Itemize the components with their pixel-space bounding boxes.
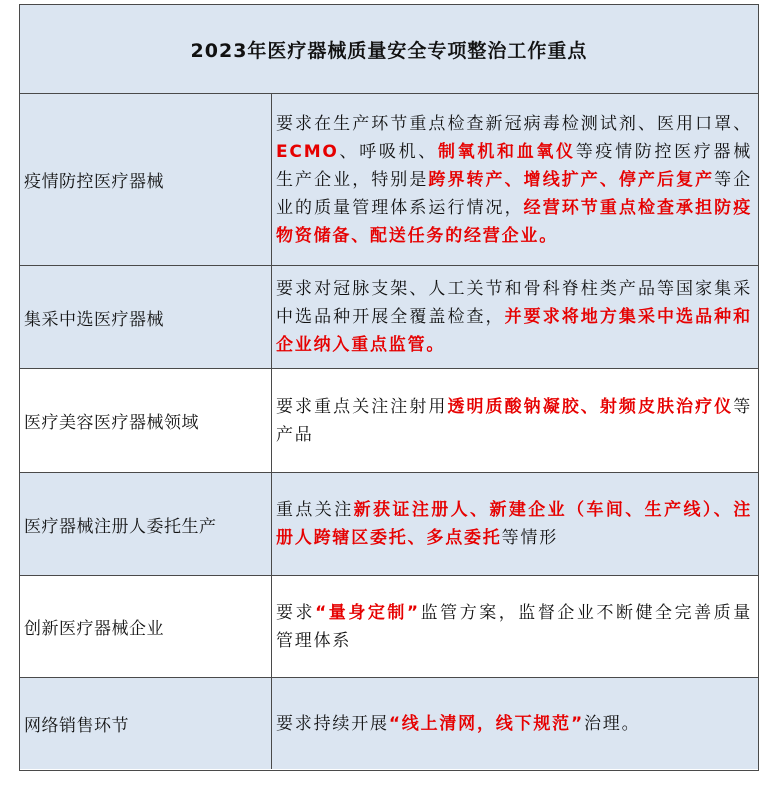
row-category: 创新医疗器械企业 [20, 576, 272, 677]
row-category: 网络销售环节 [20, 678, 272, 769]
description-text: 要求 [276, 602, 316, 623]
row-description [272, 473, 758, 575]
description-text: 重点关注 [276, 500, 354, 520]
description-text: 要求对冠脉支架、人工关节和骨科脊柱类产品等国家集采中选品种开展全覆盖检查， [276, 279, 752, 327]
row-description [272, 94, 758, 265]
description-text: 等疫情防控医疗器械生产企业，特别是 [276, 141, 753, 190]
highlight-text: “量身定制” [315, 602, 420, 623]
highlight-text: 新获证注册人、新建企业（车间、生产线）、注册人跨辖区委托、多点委托 [276, 500, 752, 548]
row-description [272, 266, 758, 368]
row-description [272, 576, 758, 677]
row-category: 疫情防控医疗器械 [20, 94, 272, 265]
highlight-text: 并要求将地方集采中选品种和企业纳入重点监管。 [276, 307, 752, 355]
table-row [20, 678, 758, 769]
highlight-text: “线上清网，线下规范” [388, 713, 584, 734]
description-text: 、呼吸机、 [338, 141, 438, 162]
highlight-text: 经营环节重点检查承担防疫物资储备、配送任务的经营企业。 [276, 197, 752, 246]
row-description [272, 678, 758, 769]
row-category: 集采中选医疗器械 [20, 266, 272, 368]
table-row [20, 473, 758, 576]
priorities-table [19, 4, 759, 771]
row-category: 医疗器械注册人委托生产 [20, 473, 272, 575]
row-description [272, 369, 758, 472]
description-text: 等情形 [501, 528, 559, 548]
table-row [20, 369, 758, 473]
table-row [20, 266, 758, 369]
highlight-text: 制氧机和血氧仪 [437, 141, 576, 162]
description-text: 等产品 [276, 396, 753, 445]
description-text: 要求重点关注注射用 [276, 396, 448, 417]
description-text: 治理。 [583, 713, 641, 734]
table-row [20, 576, 758, 678]
highlight-text: 跨界转产、增线扩产、停产后复产 [428, 169, 715, 190]
description-text: 要求在生产环节重点检查新冠病毒检测试剂、医用口罩、 [276, 113, 752, 134]
table-title: 2023年医疗器械质量安全专项整治工作重点 [20, 5, 758, 94]
description-text: 监管方案，监督企业不断健全完善质量管理体系 [276, 602, 752, 651]
table-row [20, 94, 758, 266]
highlight-text: 透明质酸钠凝胶、射频皮肤治疗仪 [447, 396, 734, 417]
row-category: 医疗美容医疗器械领域 [20, 369, 272, 472]
highlight-text: ECMO [276, 141, 339, 162]
description-text: 等企业的质量管理体系运行情况， [276, 169, 753, 218]
description-text: 要求持续开展 [276, 713, 389, 734]
